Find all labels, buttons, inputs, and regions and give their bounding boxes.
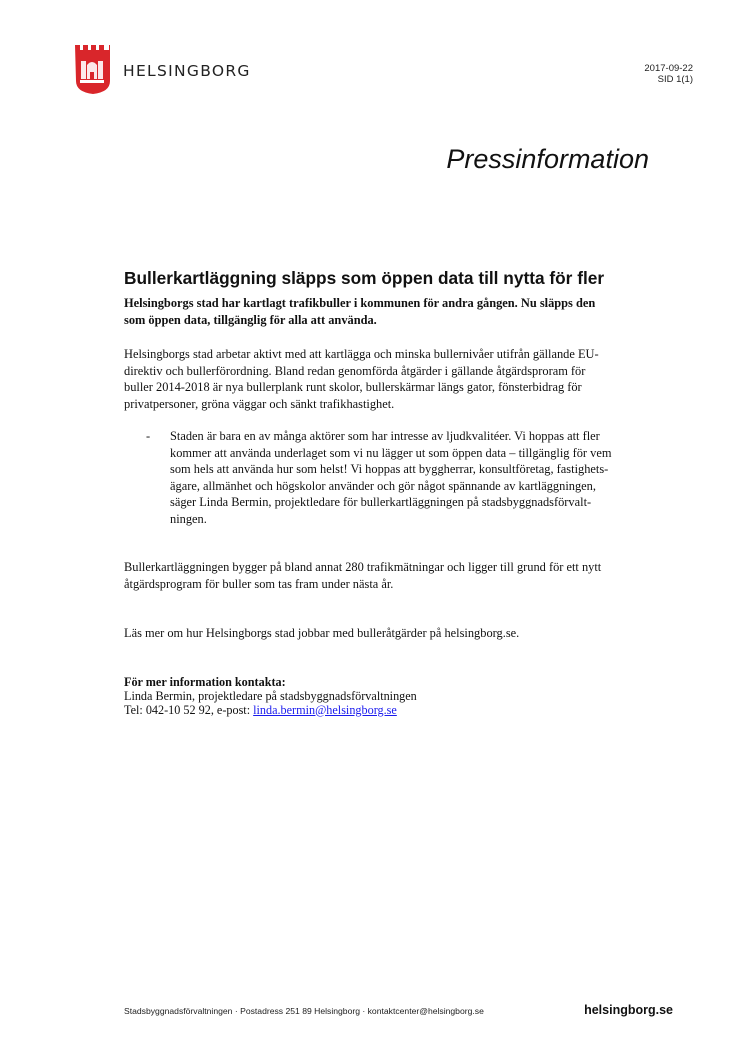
crest-door [90, 72, 94, 79]
helsingborg-crest-logo [74, 43, 110, 99]
paragraph-line: privatpersoner, gröna väggar och sänkt trafikhastighet. [124, 396, 395, 411]
quote-line: ningen. [170, 511, 207, 526]
lead-line: Helsingborgs stad har kartlagt trafikbuller i kommunen för andra gången. Nu släpps den [124, 296, 596, 310]
list-dash: - [146, 429, 151, 443]
crest-tower-right [98, 61, 103, 79]
lead-line: som öppen data, tillgänglig för alla att använda. [124, 312, 377, 327]
quote-line: säger Linda Bermin, projektledare för bullerkartläggningen på stadsbyggnadsförvalt- [170, 495, 592, 509]
crest-base [80, 80, 104, 83]
quote-line: ägare, allmänhet och högskolor använder och gör något spännande av kartläggningen, [170, 478, 596, 493]
article-body [124, 295, 644, 717]
document-type-title: Pressinformation [446, 144, 649, 174]
paragraph-line: Helsingborgs stad arbetar aktivt med att kartlägga och minska bullernivåer utifrån gällande EU- [124, 347, 599, 361]
contact-heading: För mer information kontakta: [124, 674, 286, 689]
paragraph-2 [124, 559, 644, 592]
contact-name: Linda Bermin, projektledare på stadsbyggnadsförvaltningen [124, 688, 417, 703]
article-lead [124, 295, 644, 328]
crest-tower-left [81, 61, 86, 79]
document-meta [644, 63, 693, 85]
paragraph-3: Läs mer om hur Helsingborgs stad jobbar med bulleråtgärder på helsingborg.se. [124, 626, 520, 640]
article-headline: Bullerkartläggning släpps som öppen data till nytta för fler [124, 268, 605, 288]
footer-address: Stadsbyggnadsförvaltningen · Postadress 251 89 Helsingborg · kontaktcenter@helsingborg.se [124, 1006, 484, 1016]
quote-line: kommer att använda underlaget som vi nu lägger ut som öppen data – tillgänglig för vem [170, 445, 612, 460]
contact-tel: Tel: 042-10 52 92, e-post: [124, 702, 254, 717]
contact-block [124, 675, 644, 717]
paragraph-line: Bullerkartläggningen bygger på bland annat 280 trafikmätningar och ligger till grund för ett nytt [124, 560, 602, 574]
quote-list-item [124, 428, 648, 527]
document-date: 2017-09-22 [644, 63, 693, 74]
contact-email-link[interactable]: linda.bermin@helsingborg.se [253, 702, 397, 717]
paragraph-line: buller 2014-2018 är nya bullerplank runt skolor, bullerskärmar längs gator, fönsterbidrag för [124, 380, 582, 394]
quote-line: som hels att använda hur som helst! Vi hoppas att byggherrar, konsultföretag, fastighets- [170, 462, 609, 476]
footer-website: helsingborg.se [584, 1003, 673, 1017]
org-name: HELSINGBORG [123, 62, 251, 80]
quote-line: Staden är bara en av många aktörer som har intresse av ljudkvalitéer. Vi hoppas att fler [170, 429, 600, 443]
paragraph-1 [124, 346, 644, 412]
paragraph-line: direktiv och bullerförordning. Bland redan genomförda åtgärder i gällande åtgärdsproram för [124, 363, 586, 378]
page-number: SID 1(1) [657, 74, 693, 85]
paragraph-line: åtgärdsprogram för buller som tas fram under nästa år. [124, 576, 394, 591]
